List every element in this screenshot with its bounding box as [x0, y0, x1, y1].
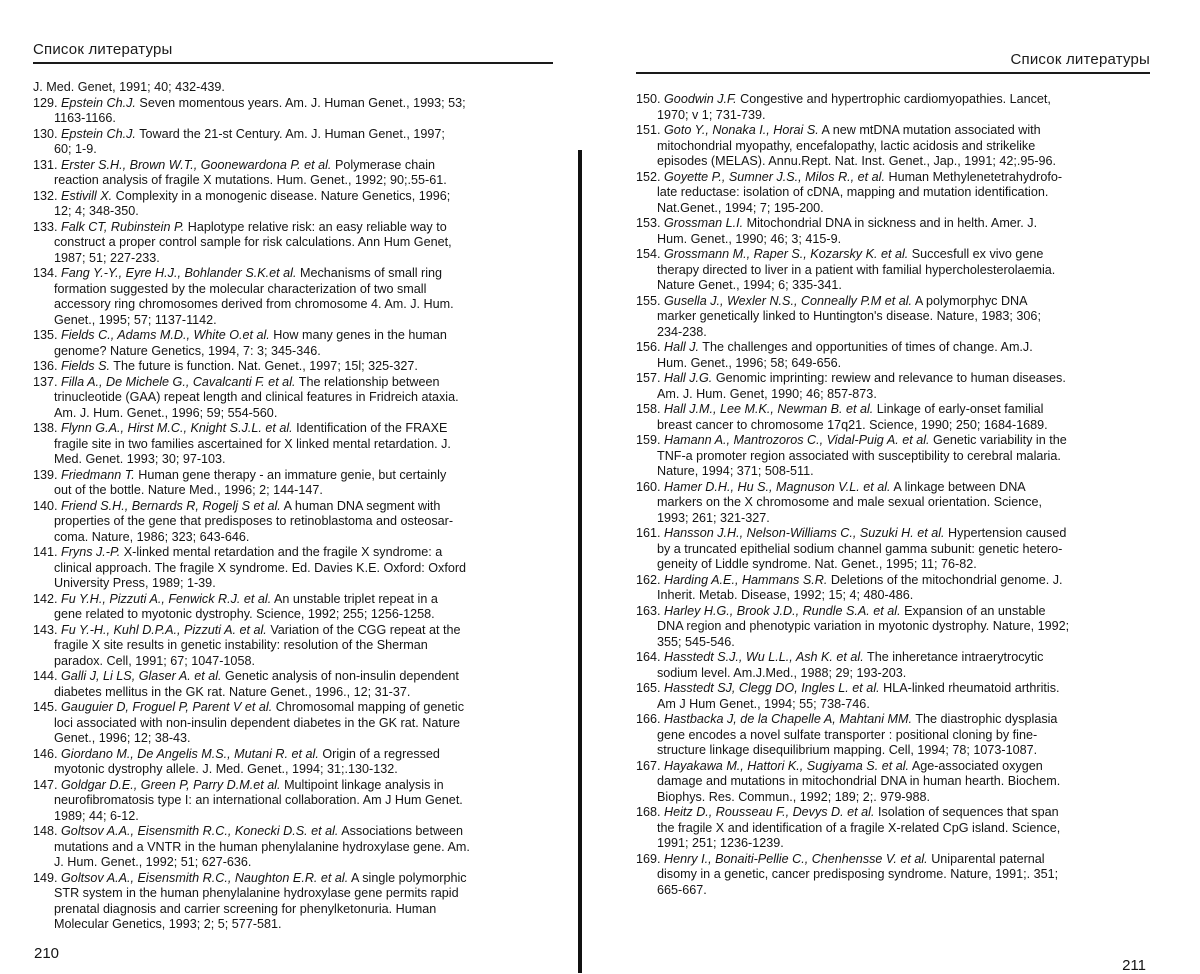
reference-text-line: Nature Genet., 1994; 6; 335-341.: [657, 278, 842, 292]
reference-text-line: by a truncated epithelial sodium channel gamma subunit: genetic hetero-: [657, 541, 1063, 556]
reference-text-line: out of the bottle. Nature Med., 1996; 2; 144-147.: [54, 483, 323, 497]
reference-authors: Hamann A., Mantrozoros C., Vidal-Puig A. et al.: [664, 433, 930, 447]
reference-entry: [33, 545, 533, 592]
reference-text-line: 12; 4; 348-350.: [54, 204, 139, 218]
right-page: [600, 0, 1200, 973]
reference-number: 146.: [33, 746, 58, 761]
reference-authors: Epstein Ch.J.: [61, 95, 136, 110]
reference-entry: [33, 778, 533, 825]
reference-text: Variation of the CGG repeat at the: [270, 622, 461, 637]
reference-number: 158.: [636, 402, 661, 416]
reference-number: 155.: [636, 293, 661, 308]
reference-authors: Giordano M., De Angelis M.S., Mutani R. et al.: [61, 746, 319, 761]
reference-text: The inheretance intraerytrocytic: [867, 650, 1044, 664]
reference-text: Seven momentous years. Am. J. Human Genet., 1993; 53;: [139, 95, 466, 110]
reference-number: 162.: [636, 572, 661, 587]
reference-entries: [33, 96, 533, 933]
running-head: Список литературы: [33, 41, 173, 58]
reference-text-line: episodes (MELAS). Annu.Rept. Nat. Inst. Genet., Jap., 1991; 42;.95-96.: [657, 154, 1057, 168]
reference-entry: [33, 623, 533, 670]
reference-authors: Fu Y.-H., Kuhl D.P.A., Pizzuti A. et al.: [61, 622, 267, 637]
reference-text: Age-associated oxygen: [911, 758, 1043, 773]
reference-text: Haplotype relative risk: an easy reliable way to: [187, 219, 447, 234]
reference-text-line: Am. J. Hum. Genet., 1996; 59; 554-560.: [54, 405, 278, 420]
reference-entry: [33, 871, 533, 933]
reference-text-line: gene encodes a novel sulfate transporter : positional cloning by fine-: [657, 727, 1038, 742]
reference-entry: [636, 573, 1133, 604]
reference-text-line: 60; 1-9.: [54, 142, 97, 156]
reference-text: A human DNA segment with: [283, 498, 441, 513]
reference-entry: [636, 650, 1133, 681]
reference-text-line: Nature, 1994; 371; 508-511.: [657, 464, 814, 478]
reference-entry: [33, 669, 533, 700]
reference-text: Mechanisms of small ring: [299, 266, 443, 280]
reference-text: The challenges and opportunities of times of change. Am.J.: [702, 340, 1033, 354]
reference-text: The future is function. Nat. Genet., 1997; 15l; 325-327.: [113, 359, 418, 373]
reference-number: 149.: [33, 870, 58, 885]
reference-text-line: prenatal diagnosis and carrier screening for phenylketonuria. Human: [54, 901, 437, 916]
reference-text: Chromosomal mapping of genetic: [275, 700, 465, 714]
reference-text: Congestive and hypertrophic cardiomyopathies. Lancet,: [740, 92, 1051, 106]
reference-number: 161.: [636, 526, 661, 540]
reference-text: Linkage of early-onset familial: [876, 402, 1044, 416]
reference-authors: Hasstedt SJ, Clegg DO, Ingles L. et al.: [664, 681, 880, 695]
reference-authors: Heitz D., Rousseau F., Devys D. et al.: [664, 805, 875, 819]
reference-text-line: damage and mutations in mitochondrial DNA in human hearth. Biochem.: [657, 774, 1061, 788]
reference-entry: [636, 681, 1133, 712]
reference-text-line: Genet., 1995; 57; 1137-1142.: [54, 312, 217, 327]
reference-text-line: Hum. Genet., 1990; 46; 3; 415-9.: [657, 231, 842, 246]
reference-text-line: coma. Nature, 1986; 323; 643-646.: [54, 529, 250, 544]
reference-text-line: formation suggested by the molecular characterization of two small: [54, 281, 427, 296]
reference-text: Polymerase chain: [334, 157, 436, 172]
reference-authors: Fryns J.-P.: [61, 545, 121, 559]
header-rule: [636, 72, 1150, 74]
reference-text-line: therapy directed to liver in a patient with familial hypercholesterolaemia.: [657, 262, 1056, 277]
reference-text-line: reaction analysis of fragile X mutations. Hum. Genet., 1992; 90;.55-61.: [54, 173, 447, 187]
reference-text-line: Biophys. Res. Commun., 1992; 189; 2;. 979-988.: [657, 789, 931, 804]
reference-text-line: University Press, 1989; 1-39.: [54, 576, 216, 590]
reference-entry: [33, 328, 533, 359]
reference-text-line: 1993; 261; 321-327.: [657, 510, 770, 525]
left-page: [0, 0, 578, 973]
reference-text-line: clinical approach. The fragile X syndrome. Ed. Davies K.E. Oxford: Oxford: [54, 560, 467, 575]
reference-text-line: properties of the gene that predisposes to retinoblastoma and osteosar-: [54, 514, 454, 528]
header-rule: [33, 62, 553, 64]
reference-text-line: 665-667.: [657, 882, 707, 897]
reference-number: 166.: [636, 712, 661, 726]
reference-text-line: gene related to myotonic dystrophy. Science, 1992; 255; 1256-1258.: [54, 607, 435, 621]
reference-entry: [33, 266, 533, 328]
reference-authors: Friedmann T.: [61, 467, 135, 482]
reference-number: 154.: [636, 247, 661, 261]
reference-number: 137.: [33, 374, 58, 389]
reference-text: An unstable triplet repeat in a: [274, 591, 438, 606]
reference-number: 165.: [636, 681, 661, 695]
reference-text: A new mtDNA mutation associated with: [821, 123, 1041, 137]
reference-text: How many genes in the human: [273, 328, 447, 342]
reference-entry: [636, 247, 1133, 294]
reference-text: Genomic imprinting: rewiew and relevance to human diseases.: [715, 371, 1066, 385]
reference-text-line: Med. Genet. 1993; 30; 97-103.: [54, 452, 226, 466]
reference-entry: [636, 759, 1133, 806]
reference-authors: Hansson J.H., Nelson-Williams C., Suzuki H. et al.: [664, 526, 945, 540]
reference-entry: [33, 359, 533, 375]
reference-text: Isolation of sequences that span: [877, 805, 1059, 819]
reference-text-line: Nat.Genet., 1994; 7; 195-200.: [657, 200, 824, 215]
reference-entry: [636, 170, 1133, 217]
reference-text-line: TNF-a promoter region associated with susceptibility to cerebral malaria.: [657, 448, 1061, 463]
reference-text-line: marker genetically linked to Huntington's disease. Nature, 1983; 306;: [657, 309, 1041, 323]
reference-text-line: Am. J. Hum. Genet, 1990; 46; 857-873.: [657, 386, 877, 401]
reference-text: Mitochondrial DNA in sickness and in helth. Amer. J.: [746, 216, 1038, 230]
reference-text-line: mutations and a VNTR in the human phenylalanine hydroxylase gene. Am.: [54, 839, 470, 854]
reference-entry: [636, 371, 1133, 402]
reference-entry: [33, 96, 533, 127]
reference-text: A single polymorphic: [351, 870, 467, 885]
reference-text-line: genome? Nature Genetics, 1994, 7: 3; 345-346.: [54, 343, 321, 358]
reference-entry: [33, 824, 533, 871]
reference-entry: [636, 604, 1133, 651]
reference-entry: [33, 127, 533, 158]
reference-number: 168.: [636, 805, 661, 819]
reference-number: 156.: [636, 340, 661, 354]
reference-number: 132.: [33, 188, 58, 203]
reference-text: Genetic variability in the: [933, 433, 1067, 447]
reference-text-line: 1163-1166.: [54, 111, 116, 125]
reference-authors: Gusella J., Wexler N.S., Conneally P.M et al.: [664, 293, 913, 308]
reference-authors: Grossmann M., Raper S., Kozarsky K. et al.: [664, 247, 909, 261]
reference-authors: Estivill X.: [61, 188, 113, 203]
reference-text: Genetic analysis of non-insulin dependent: [225, 669, 459, 683]
reference-number: 135.: [33, 328, 58, 342]
page-number: 210: [34, 945, 60, 962]
reference-text-line: geneity of Liddle syndrome. Nat. Genet., 1995; 11; 76-82.: [657, 557, 977, 571]
reference-list: [636, 92, 1133, 898]
reference-authors: Goto Y., Nonaka I., Horai S.: [664, 123, 819, 137]
reference-authors: Goltsov A.A., Eisensmith R.C., Naughton E.R. et al.: [61, 870, 349, 885]
reference-text: Identification of the FRAXE: [296, 421, 448, 435]
reference-entry: [636, 294, 1133, 341]
reference-text-line: the fragile X and identification of a fragile X-related CpG island. Science,: [657, 820, 1061, 835]
reference-entry: [33, 375, 533, 422]
reference-number: 134.: [33, 266, 58, 280]
reference-text-line: neurofibromatosis type I: an international collaboration. Am J Hum Genet.: [54, 793, 463, 807]
reference-entry: [33, 499, 533, 546]
reference-text-line: paradox. Cell, 1991; 67; 1047-1058.: [54, 653, 255, 668]
reference-text: Human Methylenetetrahydrofo-: [888, 169, 1063, 184]
reference-text: Complexity in a monogenic disease. Nature Genetics, 1996;: [115, 188, 451, 203]
reference-entry: [33, 468, 533, 499]
reference-text: Deletions of the mitochondrial genome. J.: [830, 572, 1063, 587]
reference-text-line: trinucleotide (GAA) repeat length and clinical features in Fridreich ataxia.: [54, 390, 459, 404]
reference-number: 152.: [636, 169, 661, 184]
reference-number: 142.: [33, 591, 58, 606]
reference-authors: Hamer D.H., Hu S., Magnuson V.L. et al.: [664, 479, 891, 494]
reference-entry: [636, 92, 1133, 123]
reference-entry: [636, 216, 1133, 247]
reference-authors: Friend S.H., Bernards R, Rogelj S et al.: [61, 498, 281, 513]
reference-text: Hypertension caused: [948, 526, 1067, 540]
reference-text-line: breast cancer to chromosome 17q21. Science, 1990; 250; 1684-1689.: [657, 417, 1048, 432]
reference-number: 144.: [33, 669, 58, 683]
reference-text-line: 1970; v 1; 731-739.: [657, 107, 766, 122]
reference-text-line: fragile site in two families ascertained for X linked mental retardation. J.: [54, 436, 451, 451]
reference-authors: Goodwin J.F.: [664, 92, 737, 106]
reference-text-line: construct a proper control sample for risk calculations. Ann Hum Genet,: [54, 235, 452, 249]
reference-text-line: fragile X site results in genetic instability: resolution of the Sherman: [54, 638, 428, 652]
reference-number: 160.: [636, 479, 661, 494]
reference-list: [33, 80, 533, 933]
reference-entry: [33, 158, 533, 189]
reference-number: 129.: [33, 95, 58, 110]
reference-entry: [33, 220, 533, 267]
reference-text: Human gene therapy - an immature genie, but certainly: [138, 467, 447, 482]
reference-authors: Erster S.H., Brown W.T., Goonewardona P. et al.: [61, 157, 332, 172]
reference-number: 148.: [33, 824, 58, 838]
reference-text-line: myotonic dystrophy allele. J. Med. Genet., 1994; 31;.130-132.: [54, 762, 398, 776]
reference-entry: [33, 189, 533, 220]
reference-text-line: Genet., 1996; 12; 38-43.: [54, 731, 191, 745]
reference-text-line: sodium level. Am.J.Med., 1988; 29; 193-203.: [657, 665, 907, 680]
reference-text: Toward the 21-st Century. Am. J. Human Genet., 1997;: [139, 126, 445, 141]
reference-text: A polymorphyc DNA: [914, 293, 1028, 308]
reference-text: The diastrophic dysplasia: [915, 712, 1058, 726]
reference-continuation: J. Med. Genet, 1991; 40; 432-439.: [33, 80, 225, 94]
reference-text-line: Molecular Genetics, 1993; 2; 5; 577-581.: [54, 917, 282, 931]
reference-number: 131.: [33, 157, 58, 172]
reference-number: 167.: [636, 758, 661, 773]
reference-entry: [33, 700, 533, 747]
reference-authors: Harley H.G., Brook J.D., Rundle S.A. et al.: [664, 603, 901, 618]
reference-entry: [636, 123, 1133, 170]
reference-text-line: J. Hum. Genet., 1992; 51; 627-636.: [54, 855, 252, 869]
reference-number: 169.: [636, 851, 661, 866]
reference-text-line: 355; 545-546.: [657, 634, 735, 649]
reference-text-line: disomy in a genetic, cancer predisposing syndrome. Nature, 1991;. 351;: [657, 867, 1059, 881]
reference-number: 145.: [33, 700, 58, 714]
reference-text: Expansion of an unstable: [904, 603, 1046, 618]
reference-text-line: DNA region and phenotypic variation in myotonic dystrophy. Nature, 1992;: [657, 619, 1070, 633]
reference-number: 138.: [33, 421, 58, 435]
reference-text-line: 234-238.: [657, 324, 707, 339]
reference-entry: [33, 421, 533, 468]
reference-authors: Flynn G.A., Hirst M.C., Knight S.J.L. et al.: [61, 421, 293, 435]
reference-number: 136.: [33, 359, 58, 373]
reference-number: 143.: [33, 622, 58, 637]
reference-text-line: loci associated with non-insulin dependent diabetes in the GK rat. Nature: [54, 715, 461, 730]
reference-entry: [636, 805, 1133, 852]
reference-authors: Hasstedt S.J., Wu L.L., Ash K. et al.: [664, 650, 864, 664]
reference-number: 163.: [636, 603, 661, 618]
reference-text-line: Inherit. Metab. Disease, 1992; 15; 4; 480-486.: [657, 588, 914, 602]
reference-text: Multipoint linkage analysis in: [284, 777, 444, 792]
page-number: 211: [1122, 957, 1146, 974]
reference-number: 147.: [33, 777, 58, 792]
reference-text-line: Hum. Genet., 1996; 58; 649-656.: [657, 355, 842, 370]
reference-authors: Gauguier D, Froguel P, Parent V et al.: [61, 700, 273, 714]
reference-number: 130.: [33, 126, 58, 141]
reference-authors: Harding A.E., Hammans S.R.: [664, 572, 828, 587]
reference-entry: [636, 340, 1133, 371]
reference-text: The relationship between: [298, 374, 440, 389]
reference-text: Succesfull ex vivo gene: [911, 247, 1044, 261]
reference-text-line: 1991; 251; 1236-1239.: [657, 836, 784, 850]
reference-text: HLA-linked rheumatoid arthritis.: [883, 681, 1060, 695]
reference-text-line: structure linkage disequilibrium mapping. Cell, 1994; 78; 1073-1087.: [657, 743, 1038, 757]
reference-number: 151.: [636, 123, 661, 137]
reference-text-line: accessory ring chromosomes derived from chromosome 4. Am. J. Hum.: [54, 297, 454, 311]
reference-text-line: 1987; 51; 227-233.: [54, 250, 160, 265]
reference-number: 150.: [636, 92, 661, 106]
reference-text-line: late reductase: isolation of cDNA, mapping and mutation identification.: [657, 185, 1049, 199]
reference-text-line: markers on the X chromosome and male sexual orientation. Science,: [657, 495, 1043, 509]
reference-authors: Fang Y.-Y., Eyre H.J., Bohlander S.K.et al.: [61, 266, 297, 280]
reference-entry: [636, 526, 1133, 573]
reference-number: 141.: [33, 545, 58, 559]
reference-entry: [33, 592, 533, 623]
reference-text-line: STR system in the human phenylalanine hydroxylase gene permits rapid: [54, 886, 459, 900]
reference-authors: Fields S.: [61, 359, 111, 373]
reference-authors: Henry I., Bonaiti-Pellie C., Chenhensse V. et al.: [664, 851, 928, 866]
reference-number: 157.: [636, 371, 661, 385]
reference-authors: Fields C., Adams M.D., White O.et al.: [61, 328, 270, 342]
reference-text-line: 1989; 44; 6-12.: [54, 808, 139, 823]
reference-authors: Goldgar D.E., Green P, Parry D.M.et al.: [61, 777, 281, 792]
reference-entry: [636, 480, 1133, 527]
reference-text: Uniparental paternal: [931, 851, 1045, 866]
reference-authors: Goyette P., Sumner J.S., Milos R., et al.: [664, 169, 885, 184]
reference-number: 153.: [636, 216, 661, 230]
reference-number: 139.: [33, 467, 58, 482]
reference-text: A linkage between DNA: [893, 479, 1026, 494]
reference-text: X-linked mental retardation and the fragile X syndrome: a: [123, 545, 443, 559]
reference-number: 164.: [636, 650, 661, 664]
reference-text: Origin of a regressed: [322, 746, 440, 761]
reference-authors: Hayakawa M., Hattori K., Sugiyama S. et al.: [664, 758, 909, 773]
reference-entry: [636, 852, 1133, 899]
reference-authors: Hall J.M., Lee M.K., Newman B. et al.: [664, 402, 874, 416]
reference-authors: Hastbacka J, de la Chapelle A, Mahtani MM.: [664, 712, 913, 726]
running-head: Список литературы: [1010, 51, 1150, 68]
reference-authors: Grossman L.I.: [664, 216, 744, 230]
reference-authors: Falk CT, Rubinstein P.: [61, 219, 185, 234]
reference-number: 140.: [33, 498, 58, 513]
reference-text: Associations between: [341, 824, 464, 838]
binding-gutter: [578, 150, 582, 973]
reference-authors: Epstein Ch.J.: [61, 126, 136, 141]
reference-entry: [636, 433, 1133, 480]
reference-authors: Filla A., De Michele G., Cavalcanti F. et al.: [61, 374, 296, 389]
reference-authors: Goltsov A.A., Eisensmith R.C., Konecki D.S. et al.: [61, 824, 339, 838]
reference-entry: [636, 402, 1133, 433]
reference-text-line: diabetes mellitus in the GK rat. Nature Genet., 1996., 12; 31-37.: [54, 684, 411, 699]
reference-number: 133.: [33, 219, 58, 234]
reference-entries: [636, 92, 1133, 898]
reference-number: 159.: [636, 433, 661, 447]
reference-authors: Hall J.: [664, 340, 700, 354]
reference-text-line: Am J Hum Genet., 1994; 55; 738-746.: [657, 696, 870, 711]
reference-entry: [33, 747, 533, 778]
reference-authors: Fu Y.H., Pizzuti A., Fenwick R.J. et al.: [61, 591, 272, 606]
reference-authors: Hall J.G.: [664, 371, 713, 385]
reference-entry: [636, 712, 1133, 759]
reference-authors: Galli J, Li LS, Glaser A. et al.: [61, 669, 222, 683]
reference-text-line: mitochondrial myopathy, encefalopathy, lactic acidosis and strikelike: [657, 138, 1036, 153]
